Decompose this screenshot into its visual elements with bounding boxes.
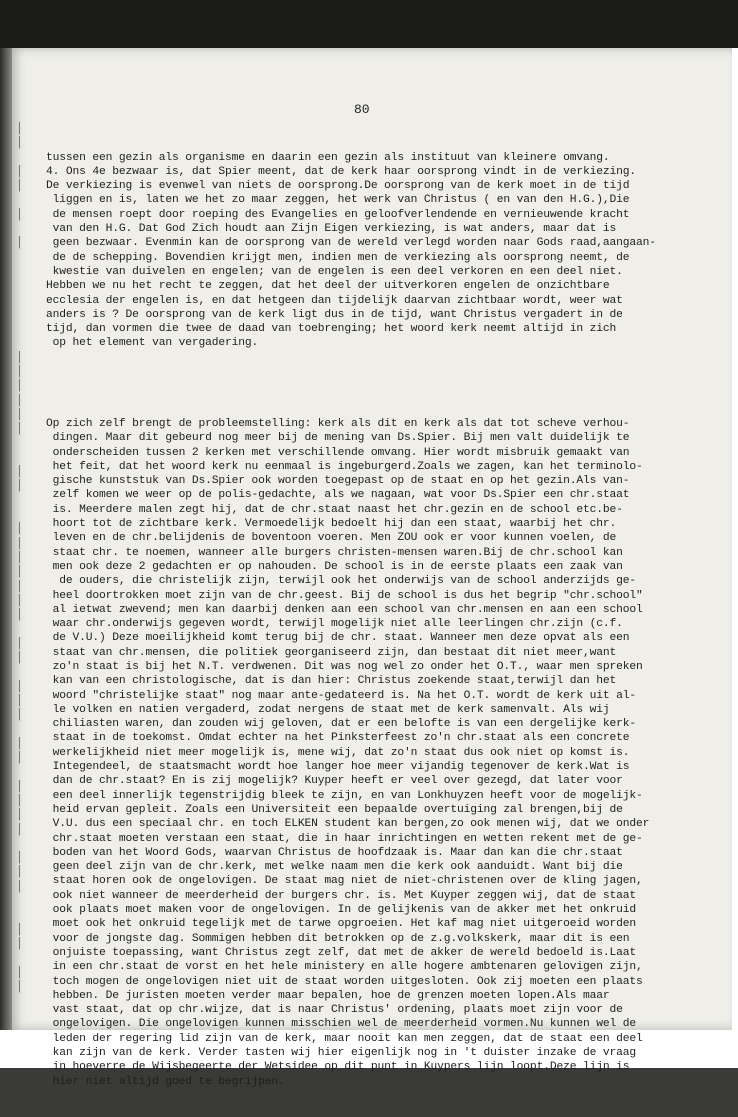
text-line: le volken en natien vergaderd, zodat nergens de staat met de kerk samenvalt. Als wij	[46, 703, 610, 716]
text-line: onjuiste toepassing, want Christus zegt zelf, dat met de akker de wereld bedoeld is.Laat	[46, 946, 637, 959]
text-line: heel doortrokken moet zijn van de chr.geest. Bij de school is dus het begrip "chr.school"	[46, 589, 643, 602]
text-line: staat chr. te noemen, wanneer alle burgers christen-mensen waren.Bij de chr.school kan	[46, 546, 623, 559]
paragraph	[46, 417, 726, 1089]
text-line: de ouders, die christelijk zijn, terwijl ook het onderwijs van de school anderzijds ge-	[46, 575, 637, 588]
text-line: een deel innerlijk tegenstrijdig bleek te zijn, en van Lonkhuyzen heeft voor de mogelijk-	[46, 789, 643, 802]
text-line: chr.staat moeten verstaan een staat, die in haar inrichtingen en wetten rekent met de ge-	[46, 832, 643, 845]
text-line: staat in de toekomst. Omdat echter na het Pinksterfeest zo'n chr.staat als een concrete	[46, 732, 630, 745]
text-line: leden der regering lid zijn van de kerk, maar nooit kan men zeggen, dat de staat een deel	[46, 1032, 643, 1045]
text-line: Integendeel, de staatsmacht wordt hoe langer hoe meer vijandig tegenover de kerk.Wat is	[46, 761, 630, 774]
text-line: vast staat, dat op chr.wijze, dat is naar Christus' ordening, plaats moet zijn voor de	[46, 1004, 623, 1017]
text-line: zo'n staat is bij het N.T. verdwenen. Dit was nog wel zo onder het O.T., waar men spreken	[46, 660, 643, 673]
text-line: leven en de chr.belijdenis de boventoon voeren. Men ZOU ook er voor kunnen voelen, de	[46, 532, 617, 545]
text-line: kan van een christologische, dat is dan hier: Christus zoekende staat,terwijl dan het	[46, 675, 617, 688]
text-line: op het element van vergadering.	[46, 337, 259, 350]
text-line: ecclesia der engelen is, en dat hetgeen dan tijdelijk daarvan zichtbaar wordt, weer wat	[46, 294, 623, 307]
text-line: 4. Ons 4e bezwaar is, dat Spier meent, dat de kerk haar oorsprong vindt in de verkiezing.	[46, 165, 637, 178]
text-line: waar chr.onderwijs gegeven wordt, terwijl mogelijk niet alle leerlingen chr.zijn (c.f.	[46, 618, 623, 631]
scanner-top-border	[0, 0, 738, 48]
text-line: Op zich zelf brengt de probleemstelling: kerk als dit en kerk als dat tot scheve verhou-	[46, 417, 630, 430]
text-line: dan de chr.staat? En is zij mogelijk? Kuyper heeft er veel over gezegd, dat later voor	[46, 775, 623, 788]
paragraph-gap	[46, 379, 726, 388]
text-line: hebben. De juristen moeten verder maar bepalen, hoe de grenzen moeten lopen.Als maar	[46, 989, 610, 1002]
text-line: zelf komen we weer op de polis-gedachte, als we nagaan, wat voor Ds.Spier een chr.staat	[46, 489, 630, 502]
text-line: chiliasten waren, dan zouden wij geloven, dat er een belofte is van een dergelijke kerk-	[46, 718, 637, 731]
text-line: de mensen roept door roeping des Evangelies en geloofverlendende en vernieuwende kracht	[46, 208, 630, 221]
text-line: staat van chr.mensen, die politiek georganiseerd zijn, dan bestaat dit niet meer,want	[46, 646, 617, 659]
text-line: gische kunststuk van Ds.Spier ook worden toegepast op de staat en op het gezin.Als van-	[46, 475, 630, 488]
text-line: geen bezwaar. Evenmin kan de oorsprong van de wereld verlegd worden naar Gods raad,aangaan-	[46, 237, 656, 250]
text-line: ook plaats moet maken voor de ongelovigen. In de gelijkenis van de akker met het onkruid	[46, 904, 637, 917]
text-line: hoort tot de zichtbare kerk. Vermoedelijk bedoelt hij dan een staat, waarbij het chr.	[46, 518, 617, 531]
text-line: in hoeverre de Wijsbegeerte der Wetsidee op dit punt in Kuypers lijn loopt.Deze lijn is	[46, 1061, 630, 1074]
text-line: woord "christelijke staat" nog maar ante-gedateerd is. Na het O.T. wordt de kerk uit al-	[46, 689, 637, 702]
text-line: men ook deze 2 gedachten er op nahouden. De school is in de eerste plaats een zaak van	[46, 560, 623, 573]
text-line: tijd, dan vormen die twee de daad van toebrenging; het woord kerk neemt altijd in zich	[46, 323, 617, 336]
paragraph	[46, 151, 726, 351]
text-line: al ietwat zwevend; men kan daarbij denken aan een school van chr.mensen en aan een school	[46, 603, 643, 616]
text-line: toch mogen de ongelovigen niet uit de staat worden uitgesloten. Ook zij moeten een plaats	[46, 975, 643, 988]
text-line: liggen en is, laten we het zo maar zeggen, het werk van Christus ( en van den H.G.),Die	[46, 194, 630, 207]
text-line: de V.U.) Deze moeilijkheid komt terug bij de chr. staat. Wanneer men deze opvat als een	[46, 632, 630, 645]
text-line: tussen een gezin als organisme en daarin een gezin als instituut van kleinere omvang.	[46, 151, 610, 164]
text-line: De verkiezing is evenwel van niets de oorsprong.De oorsprong van de kerk moet in de tijd	[46, 180, 630, 193]
text-line: ongelovigen. Die ongelovigen kunnen misschien wel de meerderheid vormen.Nu kunnen wel de	[46, 1018, 637, 1031]
page-number: 80	[354, 102, 370, 117]
text-line: kwestie van duivelen en engelen; van de engelen is een deel verkoren en een deel niet.	[46, 265, 623, 278]
text-line: het feit, dat het woord kerk nu eenmaal is ingeburgerd.Zoals we zagen, kan het terminolo-	[46, 460, 643, 473]
text-line: V.U. dus een speciaal chr. en toch ELKEN student kan bergen,zo ook menen wij, dat we onder	[46, 818, 650, 831]
text-line: is. Meerdere malen zegt hij, dat de chr.staat naast het chr.gezin en de school etc.be-	[46, 503, 623, 516]
binding-shadow	[0, 48, 12, 1030]
text-line: moet ook het onkruid tegelijk met de tarwe opgroeien. Het kaf mag niet uitgeroeid worden	[46, 918, 637, 931]
text-line: anders is ? De oorsprong van de kerk ligt dus in de tijd, want Christus vergadert in de	[46, 308, 623, 321]
text-line: onderscheiden tussen 2 kerken met verschillende omvang. Hier wordt misbruik gemaakt van	[46, 446, 630, 459]
text-line: van den H.G. Dat God Zich houdt aan Zijn Eigen verkiezing, is wat anders, maar dat is	[46, 223, 617, 236]
text-line: Hebben we nu het recht te zeggen, dat het deel der uitverkoren engelen de onzichtbare	[46, 280, 610, 293]
text-line: hier niet altijd goed te begrijpen.	[46, 1075, 285, 1088]
text-line: ook niet wanneer de meerderheid der burgers chr. is. Met Kuyper zeggen wij, dat de staat	[46, 889, 637, 902]
text-line: geen deel zijn van de chr.kerk, met welke naam men die kerk ook aanduidt. Want bij die	[46, 861, 623, 874]
text-line: staat horen ook de ongelovigen. De staat mag niet de niet-christenen over de kling jagen,	[46, 875, 643, 888]
text-line: boden van het Woord Gods, waarvan Christus de hoofdzaak is. Maar dan kan die chr.staat	[46, 846, 623, 859]
text-line: dingen. Maar dit gebeurd nog meer bij de mening van Ds.Spier. Bij men valt duidelijk te	[46, 432, 630, 445]
typewritten-text	[46, 122, 726, 1117]
margin-marks: │ │ │ │ │ │ │ │ │ │ │ │ │ │ │ │ │ │ │ │ │ │ │ │ │ │ │ │ │ │ │ │ │ │ │ │ │ │ │	[16, 123, 23, 993]
text-line: kan zijn van de kerk. Verder tasten wij hier eigenlijk nog in 't duister inzake de vraag	[46, 1047, 637, 1059]
text-line: heid ervan gepleit. Zoals een Universiteit een bepaalde overtuiging zal brengen,bij de	[46, 803, 623, 816]
text-line: de de schepping. Bovendien krijgt men, indien men de verkiezing als oorsprong neemt, de	[46, 251, 630, 264]
text-line: in een chr.staat de vorst en het hele ministery en alle hogere ambtenaren gelovigen zijn,	[46, 961, 643, 974]
text-line: voor de jongste dag. Sommigen hebben dit betrokken op de z.g.volkskerk, maar dit is een	[46, 932, 630, 945]
text-line: werkelijkheid niet meer mogelijk is, mene wij, dat zo'n staat dus ook niet op komst is.	[46, 746, 630, 759]
